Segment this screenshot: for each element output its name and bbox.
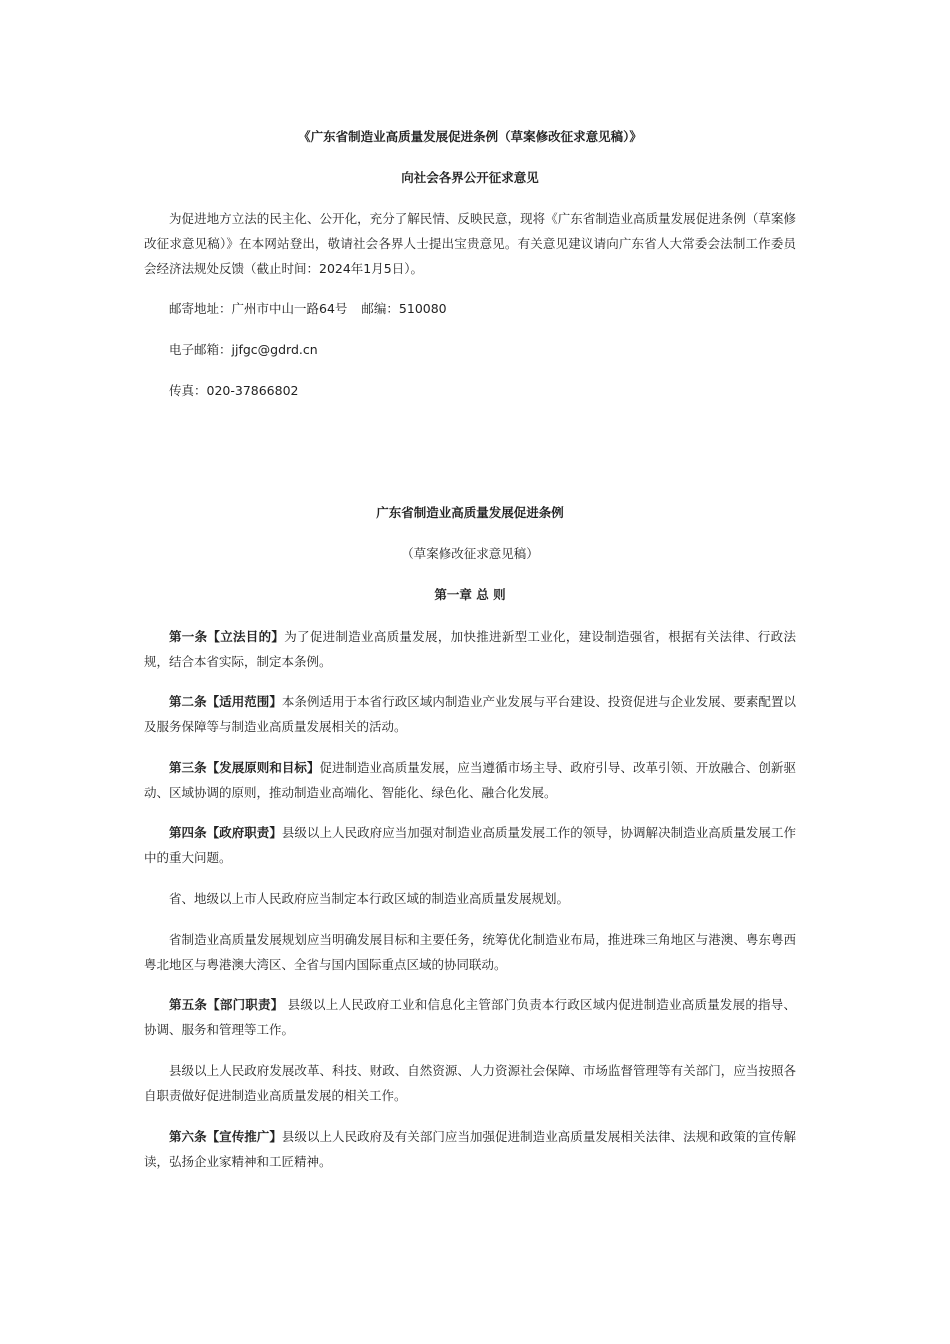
article-3 [144, 755, 796, 805]
postcode: 邮编：510080 [361, 301, 447, 316]
regulation-subtitle: （草案修改征求意见稿） [401, 546, 539, 561]
article-heading: 第二条【适用范围】 [169, 694, 282, 709]
contact-email: 电子邮箱：jjfgc@gdrd.cn [169, 342, 318, 357]
article-4 [144, 820, 796, 870]
article-text: 县级以上人民政府工业和信息化主管部门负责本行政区域内促进制造业高质量发展的指导、协调、服务和管理等工作。 [144, 997, 796, 1037]
article-heading: 第六条【宣传推广】 [169, 1129, 282, 1144]
article-2 [144, 689, 796, 739]
article-text: 县级以上人民政府及有关部门应当加强促进制造业高质量发展相关法律、法规和政策的宣传解读，弘扬企业家精神和工匠精神。 [144, 1129, 796, 1169]
article-heading: 第一条【立法目的】 [169, 629, 285, 644]
chapter-heading: 第一章 总 则 [434, 587, 506, 602]
article-heading: 第四条【政府职责】 [169, 825, 282, 840]
article-text: 本条例适用于本省行政区域内制造业产业发展与平台建设、投资促进与企业发展、要素配置以及服务保障等与制造业高质量发展相关的活动。 [144, 694, 796, 734]
notice-intro: 为促进地方立法的民主化、公开化，充分了解民情、反映民意，现将《广东省制造业高质量发展促进条例（草案修改征求意见稿）》在本网站登出，敬请社会各界人士提出宝贵意见。有关意见建议请向广东省人大常委会法制工作委员会经济法规处反馈（截止时间：2024年1月5日）。 [144, 211, 796, 276]
mailing-address: 邮寄地址：广州市中山一路64号 [169, 301, 348, 316]
contact-address-line [169, 300, 447, 318]
article-4-para-3 [144, 927, 796, 977]
article-1 [144, 624, 796, 674]
article-text: 促进制造业高质量发展，应当遵循市场主导、政府引导、改革引领、开放融合、创新驱动、区域协调的原则，推动制造业高端化、智能化、绿色化、融合化发展。 [144, 760, 796, 800]
article-text: 县级以上人民政府应当加强对制造业高质量发展工作的领导，协调解决制造业高质量发展工作中的重大问题。 [144, 825, 796, 865]
article-heading: 第五条【部门职责】 [169, 997, 284, 1012]
article-5-para-2 [144, 1058, 796, 1108]
article-heading: 第三条【发展原则和目标】 [169, 760, 320, 775]
article-6 [144, 1124, 796, 1174]
notice-title: 《广东省制造业高质量发展促进条例（草案修改征求意见稿）》 [298, 129, 642, 144]
article-text: 为了促进制造业高质量发展，加快推进新型工业化，建设制造强省，根据有关法律、行政法规，结合本省实际，制定本条例。 [144, 629, 796, 669]
article-text: 省制造业高质量发展规划应当明确发展目标和主要任务，统筹优化制造业布局，推进珠三角地区与港澳、粤东粤西粤北地区与粤港澳大湾区、全省与国内国际重点区域的协同联动。 [144, 932, 796, 972]
article-5 [144, 992, 796, 1042]
article-text: 省、地级以上市人民政府应当制定本行政区域的制造业高质量发展规划。 [169, 891, 570, 906]
notice-subtitle: 向社会各界公开征求意见 [401, 170, 539, 185]
contact-fax: 传真：020-37866802 [169, 383, 299, 398]
article-text: 县级以上人民政府发展改革、科技、财政、自然资源、人力资源社会保障、市场监督管理等有关部门，应当按照各自职责做好促进制造业高质量发展的相关工作。 [144, 1063, 796, 1103]
article-4-para-2 [144, 886, 796, 911]
regulation-title: 广东省制造业高质量发展促进条例 [376, 505, 564, 520]
